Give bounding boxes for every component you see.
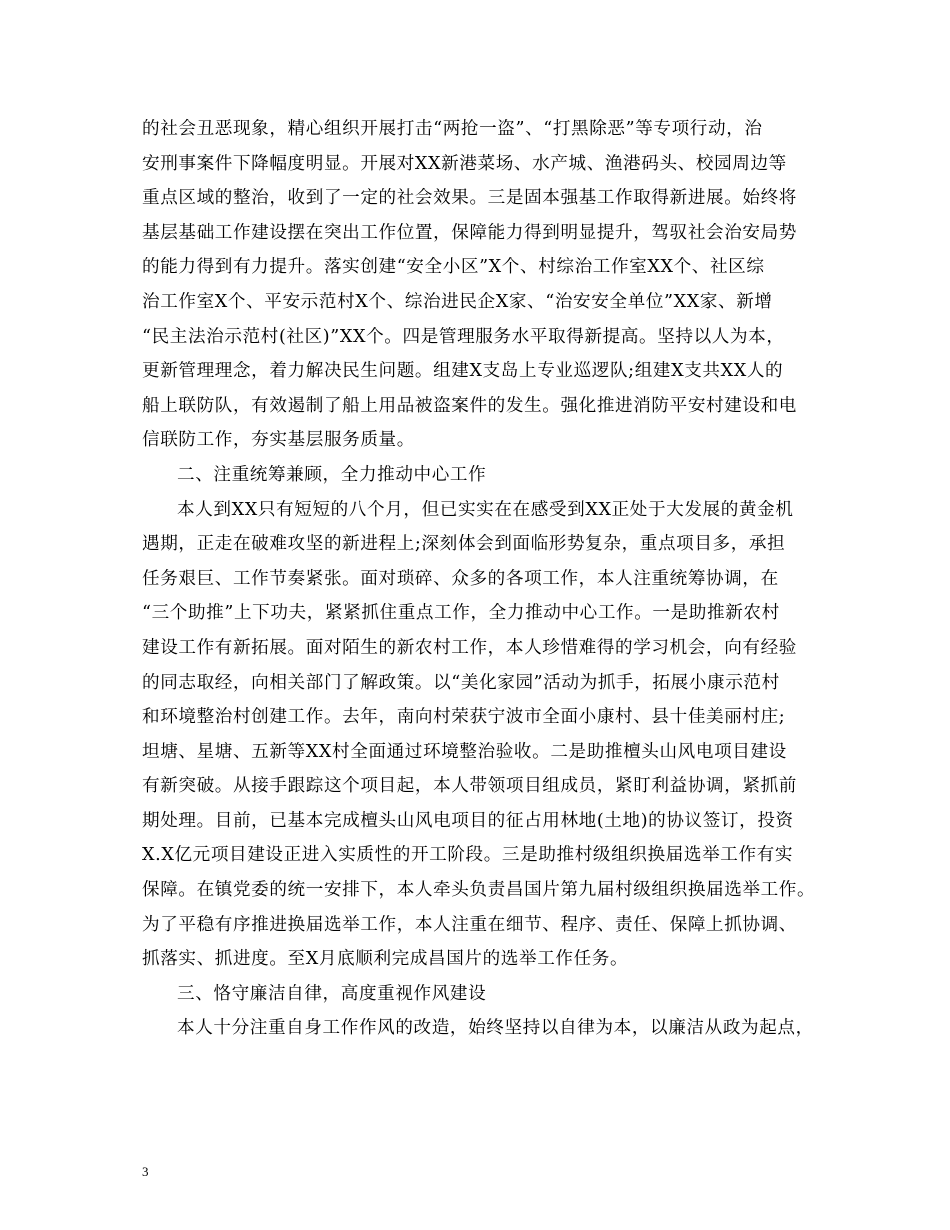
text-line: 遇期，正走在破难攻坚的新进程上;深刻体会到面临形势复杂，重点项目多，承担 — [142, 534, 786, 555]
paragraph-first-line: 二、注重统筹兼顾，全力推动中心工作 — [177, 464, 487, 485]
text-line: 任务艰巨、工作节奏紧张。面对琐碎、众多的各项工作，本人注重统筹协调，在 — [142, 568, 779, 589]
text-line: 重点区域的整治，收到了一定的社会效果。三是固本强基工作取得新进展。始终将 — [142, 188, 797, 209]
paragraph-first-line: 本人到XX只有短短的八个月，但已实实在在感受到XX正处于大发展的黄金机 — [177, 499, 794, 520]
text-line: X.X亿元项目建设正进入实质性的开工阶段。三是助推村级组织换届选举工作有实 — [142, 845, 794, 866]
text-line: 更新管理理念，着力解决民生问题。组建X支岛上专业巡逻队;组建X支共XX人的 — [142, 361, 784, 382]
paragraph-first-line: 本人十分注重自身工作作风的改造，始终坚持以自律为本，以廉洁从政为起点， — [177, 1018, 814, 1039]
text-line: 的同志取经，向相关部门了解政策。以“美化家园”活动为抓手，拓展小康示范村 — [142, 672, 780, 693]
text-line: 保障。在镇党委的统一安排下，本人牵头负责昌国片第九届村级组织换届选举工作。 — [142, 880, 816, 901]
text-line: “三个助推”上下功夫，紧紧抓住重点工作，全力推动中心工作。一是助推新农村 — [142, 603, 780, 624]
text-line: 的能力得到有力提升。落实创建“安全小区”X个、村综治工作室XX个、社区综 — [142, 257, 765, 278]
paragraph-first-line: 三、恪守廉洁自律，高度重视作风建设 — [177, 983, 487, 1004]
text-line: 信联防工作，夯实基层服务质量。 — [142, 430, 415, 451]
text-line: 安刑事案件下降幅度明显。开展对XX新港菜场、水产城、渔港码头、校园周边等 — [142, 153, 787, 174]
text-line: 坦塘、星塘、五新等XX村全面通过环境整治验收。二是助推檀头山风电项目建设 — [142, 741, 787, 762]
text-line: 抓落实、抓进度。至X月底顺利完成昌国片的选举工作任务。 — [142, 949, 629, 970]
text-line: 治工作室X个、平安示范村X个、综治进民企X家、“治安安全单位”XX家、新增 — [142, 291, 773, 312]
text-line: 的社会丑恶现象，精心组织开展打击“两抢一盗”、“打黑除恶”等专项行动，治 — [142, 119, 763, 139]
document-body — [142, 112, 832, 1046]
text-line: 建设工作有新拓展。面对陌生的新农村工作，本人珍惜难得的学习机会，向有经验 — [142, 637, 797, 658]
text-line: 为了平稳有序推进换届选举工作，本人注重在细节、程序、责任、保障上抓协调、 — [142, 914, 797, 935]
text-line: 有新突破。从接手跟踪这个项目起，本人带领项目组成员，紧盯利益协调，紧抓前 — [142, 776, 797, 797]
text-line: 船上联防队，有效遏制了船上用品被盗案件的发生。强化推进消防平安村建设和电 — [142, 395, 797, 416]
text-line: “民主法治示范村(社区)”XX个。四是管理服务水平取得新提高。坚持以人为本， — [142, 326, 785, 347]
page-number: 3 — [142, 1164, 149, 1179]
text-line: 期处理。目前，已基本完成檀头山风电项目的征占用林地(土地)的协议签订，投资 — [142, 810, 794, 831]
text-line: 基层基础工作建设摆在突出工作位置，保障能力得到明显提升，驾驭社会治安局势 — [142, 222, 797, 243]
text-line: 和环境整治村创建工作。去年，南向村荣获宁波市全面小康村、县十佳美丽村庄; — [142, 707, 786, 728]
